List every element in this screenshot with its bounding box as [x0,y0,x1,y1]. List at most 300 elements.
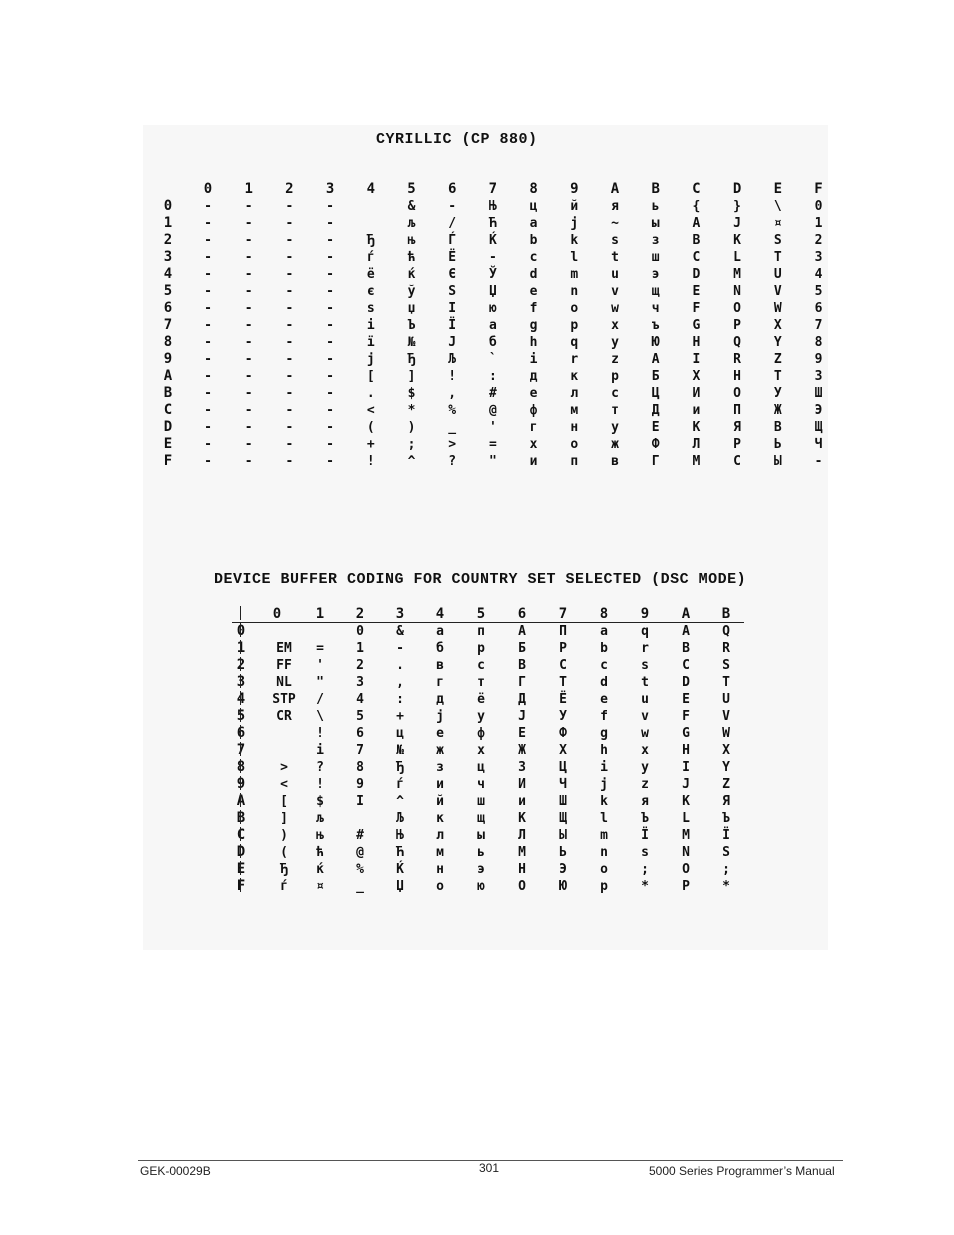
table-cell: ' [316,658,324,673]
table-cell: Ы [559,828,567,843]
table-cell: - [244,284,253,299]
table-cell: n [600,845,608,860]
table-cell: Z [773,352,782,367]
row-separator [240,810,251,824]
table-cell: А [651,352,660,367]
table-cell: Ё [559,692,567,707]
table-cell: 1 [814,216,823,231]
table-cell: - [204,403,212,418]
table-cell: N [733,284,741,299]
table-cell: j [366,352,375,367]
table-cell: ` [488,352,497,367]
table-cell: : [488,369,497,384]
table-cell: + [396,709,404,724]
table-cell: С [733,454,741,469]
table-cell: U [773,267,782,282]
table-cell: - [244,454,253,469]
table-cell: Е [518,726,526,741]
table-cell: ш [477,794,485,809]
table-cell: ќ [316,862,324,877]
table-cell: u [641,692,649,707]
table-cell: Q [733,335,741,350]
table-cell: Њ [396,828,404,843]
table-cell: A [682,624,690,639]
col-header: 1 [244,181,253,197]
table-cell: x [641,743,649,758]
table-cell: Ж [773,403,782,418]
row-separator [240,623,251,637]
table-cell: M [733,267,741,282]
table-cell: p [600,879,608,894]
table-cell: - [204,335,212,350]
row-label: D [163,419,173,435]
col-header: 9 [640,606,650,622]
table-cell: н [570,420,579,435]
table-cell: ( [280,845,288,860]
table-cell: % [356,862,364,877]
table-cell: F [682,709,690,724]
row-label: D [236,844,246,860]
table-cell: - [244,335,253,350]
table-cell: љ [316,811,324,826]
table-cell: + [366,437,375,452]
table-cell: д [529,369,538,384]
table-cell: - [244,267,253,282]
table-cell: $ [316,794,324,809]
table-cell: Ё [448,250,457,265]
table-cell: № [407,335,416,350]
table-cell: Є [448,267,457,282]
table-cell: y [641,760,649,775]
table-cell: t [611,250,619,265]
table-cell: г [436,675,444,690]
table-cell: & [407,199,416,214]
table-cell: T [722,675,730,690]
table-cell: ё [477,692,485,707]
row-label: 8 [163,334,173,350]
table-cell: - [326,199,334,214]
table-cell: - [244,233,253,248]
table-cell: А [518,624,526,639]
table-cell: - [204,216,212,231]
table-cell: h [600,743,608,758]
table-cell: с [477,658,485,673]
table-cell: Љ [396,811,404,826]
table-cell: NL [276,675,292,690]
table-cell: в [436,658,444,673]
row-separator [240,776,251,790]
table-cell: М [692,454,701,469]
table-cell: С [559,658,567,673]
row-label: 3 [163,249,173,265]
table-cell: P [682,879,690,894]
table-cell: ћ [316,845,324,860]
table-cell: р [611,369,619,384]
table-cell: q [641,624,649,639]
table-cell: ^ [396,794,404,809]
table-cell: - [244,386,253,401]
table-cell: ) [280,828,288,843]
table-cell: - [244,403,253,418]
table-cell: Я [733,420,741,435]
table-cell: ѓ [280,879,288,894]
table-cell: - [326,437,334,452]
row-separator [240,725,251,739]
table-cell: - [285,352,294,367]
table-cell: т [477,675,485,690]
table-cell: * [407,403,416,418]
table-cell: l [600,811,608,826]
table-cell: - [244,216,253,231]
table-cell: W [722,726,730,741]
table-cell: 2 [356,658,364,673]
table-cell: н [436,862,444,877]
table-cell: ч [477,777,485,792]
table-cell: Ъ [407,318,416,333]
table-cell: м [436,845,444,860]
row-separator [240,742,251,756]
table-cell: - [204,437,212,452]
table-cell: i [529,352,538,367]
table-cell: 9 [356,777,364,792]
table-cell: Ї [641,828,649,843]
table-cell: у [477,709,485,724]
table-cell: J [448,335,457,350]
table-cell: - [204,301,212,316]
row-label: F [236,878,246,894]
table-cell: э [477,862,485,877]
table-cell: & [396,624,404,639]
table-cell: м [570,403,579,418]
table-cell: > [280,760,288,775]
col-header: A [610,181,620,197]
table-cell: 7 [356,743,364,758]
table-cell: 4 [356,692,364,707]
footer-doc-id: GEK-00029B [140,1164,211,1178]
table-cell: и [518,794,526,809]
col-header: 0 [203,181,213,197]
table-cell: - [326,403,334,418]
table-cell: v [641,709,649,724]
table-cell: Ц [651,386,660,401]
table-cell: L [733,250,741,265]
table-cell: C [682,658,690,673]
row-label: C [163,402,173,418]
table-cell: Р [733,437,741,452]
table-cell: ѓ [366,250,375,265]
table-cell: J [733,216,741,231]
table-cell: б [488,335,497,350]
table-cell: ќ [407,267,416,282]
col-header: 5 [407,181,416,197]
table-cell: b [600,641,608,656]
table-cell: ћ [407,250,416,265]
table-cell: Ђ [366,233,375,248]
row-label: A [236,793,246,809]
table-cell: 4 [814,267,823,282]
table-cell: - [396,641,404,656]
row-label: 2 [236,657,246,673]
table-cell: и [436,777,444,792]
table-cell: - [204,420,212,435]
row-label: 9 [163,351,173,367]
table-cell: ж [436,743,444,758]
table-cell: - [326,454,334,469]
table-cell: I [692,352,701,367]
table-cell: ф [477,726,485,741]
col-header: B [721,606,731,622]
table-cell: Ћ [396,845,404,860]
table-cell: t [641,675,649,690]
row-label: 6 [236,725,246,741]
table-cell: w [641,726,649,741]
table-cell: к [436,811,444,826]
table-cell: - [244,318,253,333]
table-cell: . [396,658,404,673]
table-cell: Щ [814,420,823,435]
table-cell: Т [559,675,567,690]
table-cell: Ь [773,437,782,452]
table-cell: - [326,233,334,248]
table-cell: z [641,777,649,792]
table-cell: - [204,386,212,401]
table-cell: j [570,216,579,231]
table-cell: - [285,318,294,333]
table-cell: Л [518,828,526,843]
col-header: 2 [355,606,365,622]
table-cell: л [570,386,579,401]
row-separator [240,708,251,722]
table-cell: [ [366,369,375,384]
table-cell: _ [448,420,457,435]
table-cell: я [641,794,649,809]
table-cell: - [326,335,334,350]
table-cell: e [529,284,538,299]
table-cell: Ъ [722,811,730,826]
table-cell: ^ [407,454,416,469]
table-cell: - [285,420,294,435]
table-cell: Т [773,369,782,384]
table-cell: { [692,199,701,214]
col-header: C [692,181,701,197]
table-cell: 1 [356,641,364,656]
table-cell: - [285,369,294,384]
col-header: 2 [285,181,294,197]
table-cell: - [204,369,212,384]
table-cell: Љ [448,352,457,367]
table-cell: g [600,726,608,741]
row-separator [240,640,251,654]
table-cell: ! [366,454,375,469]
table-cell: ф [529,403,538,418]
row-label: 0 [163,198,173,214]
table-cell: Н [733,369,741,384]
table-cell: 0 [814,199,823,214]
table-cell: р [477,641,485,656]
row-separator [240,759,251,773]
table-cell: Ь [559,845,567,860]
table-cell: љ [407,216,416,231]
table-cell: c [529,250,538,265]
table-cell: д [436,692,444,707]
table-cell: Е [651,420,660,435]
table-cell: 5 [356,709,364,724]
table-cell: ! [316,726,324,741]
table-cell: V [773,284,782,299]
table-cell: l [570,250,579,265]
table-cell: 8 [356,760,364,775]
table-cell: O [733,301,741,316]
col-header: 4 [435,606,445,622]
table-cell: 7 [814,318,823,333]
table-cell: p [570,318,579,333]
table-cell: a [600,624,608,639]
table-cell: У [773,386,782,401]
table-cell: < [280,777,288,792]
table-cell: B [692,233,701,248]
table-cell: Ъ [641,811,649,826]
table-cell: у [611,420,619,435]
table-cell: a [488,318,497,333]
table-cell: В [518,658,526,673]
table-cell: ! [448,369,457,384]
table-cell: O [682,862,690,877]
table-cell: г [529,420,538,435]
table-cell: J [518,709,526,724]
table-cell: Э [559,862,567,877]
table-cell: ы [477,828,485,843]
table-cell: - [326,284,334,299]
table-cell: ; [641,862,649,877]
table-cell: - [244,199,253,214]
table-cell: - [285,199,294,214]
table-cell: в [611,454,619,469]
table-cell: Y [722,760,730,775]
table-cell: . [366,386,375,401]
table-cell: = [488,437,497,452]
table-cell: Л [692,437,701,452]
table-cell: i [600,760,608,775]
col-header: 3 [325,181,335,197]
table-cell: ~ [611,216,619,231]
col-header: E [773,181,783,197]
table-cell: У [559,709,567,724]
table-cell: х [477,743,485,758]
table-cell: Э [814,403,823,418]
row-separator [240,844,251,858]
table-cell: k [570,233,579,248]
table-cell: ъ [651,318,660,333]
table-cell: ѓ [396,777,404,792]
table-cell: ! [316,777,324,792]
row-label: 5 [236,708,246,724]
table-cell: q [570,335,579,350]
table-cell: \ [773,199,782,214]
table-cell: < [366,403,375,418]
col-header: 7 [488,181,498,197]
table-cell: ў [407,284,416,299]
table-cell: - [326,318,334,333]
table-cell: r [641,641,649,656]
table-cell: G [692,318,701,333]
table-cell: - [204,250,212,265]
table-cell: w [611,301,619,316]
row-separator [240,691,251,705]
table-cell: I [682,760,690,775]
table-cell: К [692,420,701,435]
table-cell: 3 [814,250,823,265]
row-label: 9 [236,776,246,792]
table-cell: / [316,692,324,707]
table-cell: g [529,318,538,333]
table-cell: п [570,454,579,469]
table-cell: * [722,879,730,894]
table-cell: Ц [559,760,567,775]
table-cell: о [436,879,444,894]
table-cell: Ћ [488,216,497,231]
table-cell: n [570,284,579,299]
table-cell: $ [407,386,416,401]
table-cell: K [733,233,741,248]
col-header: 6 [447,181,457,197]
table-cell: Ч [559,777,567,792]
table-cell: FF [276,658,292,673]
table-cell: X [722,743,730,758]
table-cell: ¤ [316,879,324,894]
table-cell: Џ [396,879,404,894]
table-cell: ю [488,301,497,316]
table-cell: } [733,199,741,214]
table-cell: Ф [651,437,660,452]
table-cell: - [244,369,253,384]
table-cell: Ю [559,879,567,894]
row-label: E [163,436,173,452]
table-cell: Y [773,335,782,350]
table-cell: ; [407,437,416,452]
table-cell: K [682,794,690,809]
table-cell: 5 [814,284,823,299]
row-label: E [236,861,246,877]
table-cell: - [204,267,212,282]
table-cell: , [448,386,457,401]
table-cell: 8 [814,335,823,350]
row-separator [240,827,251,841]
table-cell: Р [559,641,567,656]
table-cell: S [448,284,457,299]
table-cell: ? [448,454,457,469]
table-cell: a [529,216,538,231]
table-cell: л [436,828,444,843]
col-header: 0 [272,606,282,622]
table-cell: s [611,233,619,248]
table-cell: - [326,216,334,231]
table-cell: U [722,692,730,707]
table-cell: З [814,369,823,384]
col-header: A [681,606,691,622]
table-cell: - [285,267,294,282]
table-cell: - [204,352,212,367]
table-cell: - [814,454,823,469]
table-cell: ё [366,267,375,282]
table-cell: з [436,760,444,775]
table-cell: Д [651,403,660,418]
table-cell: Ќ [488,233,497,248]
table-cell: S [773,233,782,248]
row-label: 6 [163,300,173,316]
table-cell: - [244,352,253,367]
table-cell: u [611,267,619,282]
table-cell: % [448,403,457,418]
